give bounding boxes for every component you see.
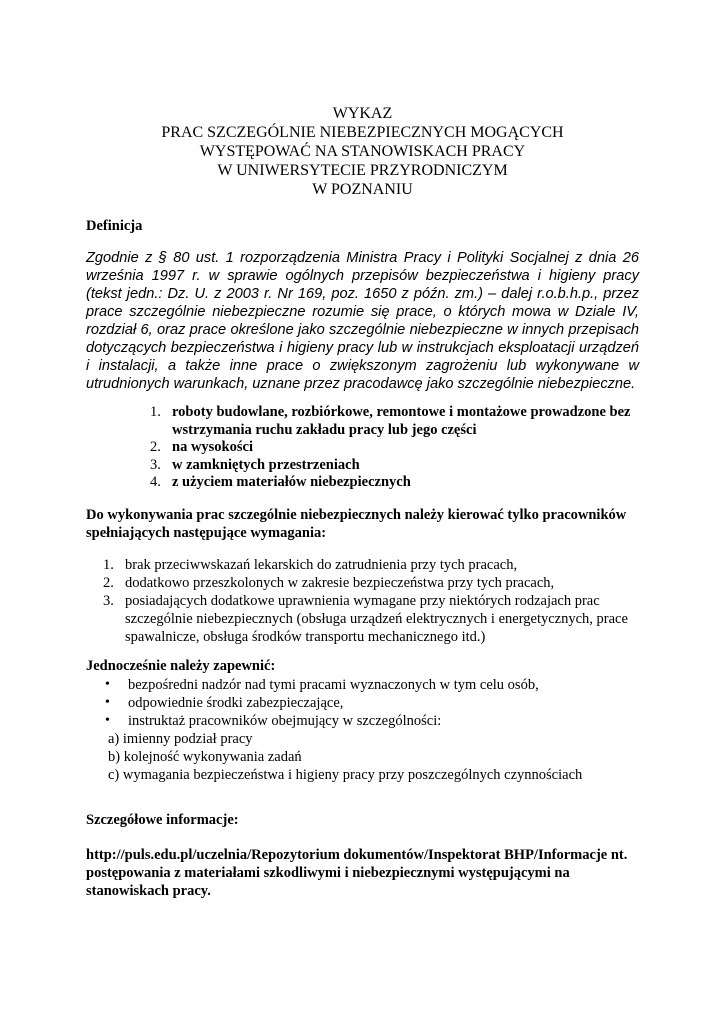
definition-line: prace szczególnie niebezpieczne rozumie się prace, o których mowa w Dziale IV, bbox=[86, 304, 639, 320]
bullet-item bbox=[103, 694, 648, 712]
details-heading: Szczegółowe informacje: bbox=[86, 812, 239, 828]
list-item bbox=[103, 592, 648, 646]
definition-line: i instalacji, a także inne prace o zwiększonym zagrożeniu lub wykonywane w bbox=[86, 358, 639, 374]
title-line: W POZNANIU bbox=[312, 181, 413, 198]
ensure-heading: Jednocześnie należy zapewnić: bbox=[86, 658, 276, 674]
definition-line: dotyczących bezpieczeństwa i higieny pracy lub w instrukcjach eksploatacji urządzeń bbox=[86, 340, 639, 356]
list-text: posiadających dodatkowe uprawnienia wymagane przy niektórych rodzajach prac szczególnie niebezpiecznych (obsługa urządzeń elektrycznych i energetycznych, prace spawalnicze, obsługa środków transportu mechanicznego itd.) bbox=[125, 593, 628, 645]
list-number: 3. bbox=[103, 593, 114, 609]
list-number: 1. bbox=[150, 404, 161, 420]
requirements-list bbox=[103, 556, 648, 646]
list-item bbox=[150, 439, 645, 457]
title-line: PRAC SZCZEGÓLNIE NIEBEZPIECZNYCH MOGĄCYCH bbox=[161, 124, 564, 141]
bullet-icon: • bbox=[105, 713, 110, 728]
sub-item: b) kolejność wykonywania zadań bbox=[108, 749, 302, 765]
definition-line: Zgodnie z § 80 ust. 1 rozporządzenia Ministra Pracy i Polityki Socjalnej z dnia 26 bbox=[86, 250, 639, 266]
list-number: 2. bbox=[103, 575, 114, 591]
list-number: 3. bbox=[150, 456, 161, 473]
list-text: roboty budowlane, rozbiórkowe, remontowe i montażowe prowadzone bez wstrzymania ruchu zakładu pracy lub jego części bbox=[172, 404, 631, 438]
definition-heading: Definicja bbox=[86, 218, 143, 234]
list-item bbox=[150, 457, 645, 475]
list-item bbox=[103, 556, 648, 574]
ensure-list bbox=[103, 676, 648, 784]
bullet-text: instruktaż pracowników obejmujący w szczególności: bbox=[128, 713, 442, 729]
list-number: 1. bbox=[103, 557, 114, 573]
definition-line: utrudnionych warunkach, uznane przez pracodawcę jako szczególnie niebezpieczne. bbox=[86, 376, 636, 392]
list-number: 4. bbox=[150, 474, 161, 490]
list-number: 2. bbox=[150, 439, 161, 455]
definition-line: (tekst jedn.: Dz. U. z 2003 r. Nr 169, poz. 1650 z późn. zm.) – dalej r.o.b.h.p., przez bbox=[86, 286, 639, 302]
list-item bbox=[150, 404, 645, 439]
definition-line: września 1997 r. w sprawie ogólnych przepisów bezpieczeństwa i higieny pracy bbox=[86, 268, 639, 284]
list-text: na wysokości bbox=[172, 439, 253, 455]
bullet-item bbox=[103, 676, 648, 694]
sub-item: a) imienny podział pracy bbox=[108, 731, 253, 747]
title-line: WYKAZ bbox=[332, 105, 393, 122]
bullet-text: bezpośredni nadzór nad tymi pracami wyznaczonych w tym celu osób, bbox=[128, 677, 539, 693]
list-text: z użyciem materiałów niebezpiecznych bbox=[172, 474, 411, 490]
title-line: WYSTĘPOWAĆ NA STANOWISKACH PRACY bbox=[199, 143, 526, 160]
definition-line: rozdział 6, oraz prace określone jako szczególnie niebezpieczne w innych przepisach bbox=[86, 322, 639, 338]
bullet-icon: • bbox=[105, 695, 110, 710]
list-text: w zamkniętych przestrzeniach bbox=[172, 456, 360, 473]
list-text: brak przeciwwskazań lekarskich do zatrudnienia przy tych pracach, bbox=[125, 557, 518, 573]
bullet-text: odpowiednie środki zabezpieczające, bbox=[128, 695, 344, 711]
bullet-icon: • bbox=[105, 677, 110, 692]
sub-item: c) wymagania bezpieczeństwa i higieny pracy przy poszczególnych czynnościach bbox=[108, 767, 583, 783]
document-title bbox=[0, 104, 725, 199]
list-item bbox=[103, 574, 648, 592]
details-link-text[interactable]: http://puls.edu.pl/uczelnia/Repozytorium dokumentów/Inspektorat BHP/Informacje nt. postępowania z materiałami szkodliwymi i niebezpiecznymi występującymi na stanowiskach pracy. bbox=[86, 847, 628, 899]
list-text: dodatkowo przeszkolonych w zakresie bezpieczeństwa przy tych pracach, bbox=[125, 575, 555, 591]
title-line: W UNIWERSYTECIE PRZYRODNICZYM bbox=[217, 162, 508, 179]
work-types-list bbox=[150, 404, 645, 492]
bullet-item bbox=[103, 712, 648, 730]
definition-paragraph bbox=[86, 249, 639, 393]
list-item bbox=[150, 474, 645, 492]
requirements-intro: Do wykonywania prac szczególnie niebezpiecznych należy kierować tylko pracowników spełniających następujące wymagania: bbox=[86, 507, 627, 541]
